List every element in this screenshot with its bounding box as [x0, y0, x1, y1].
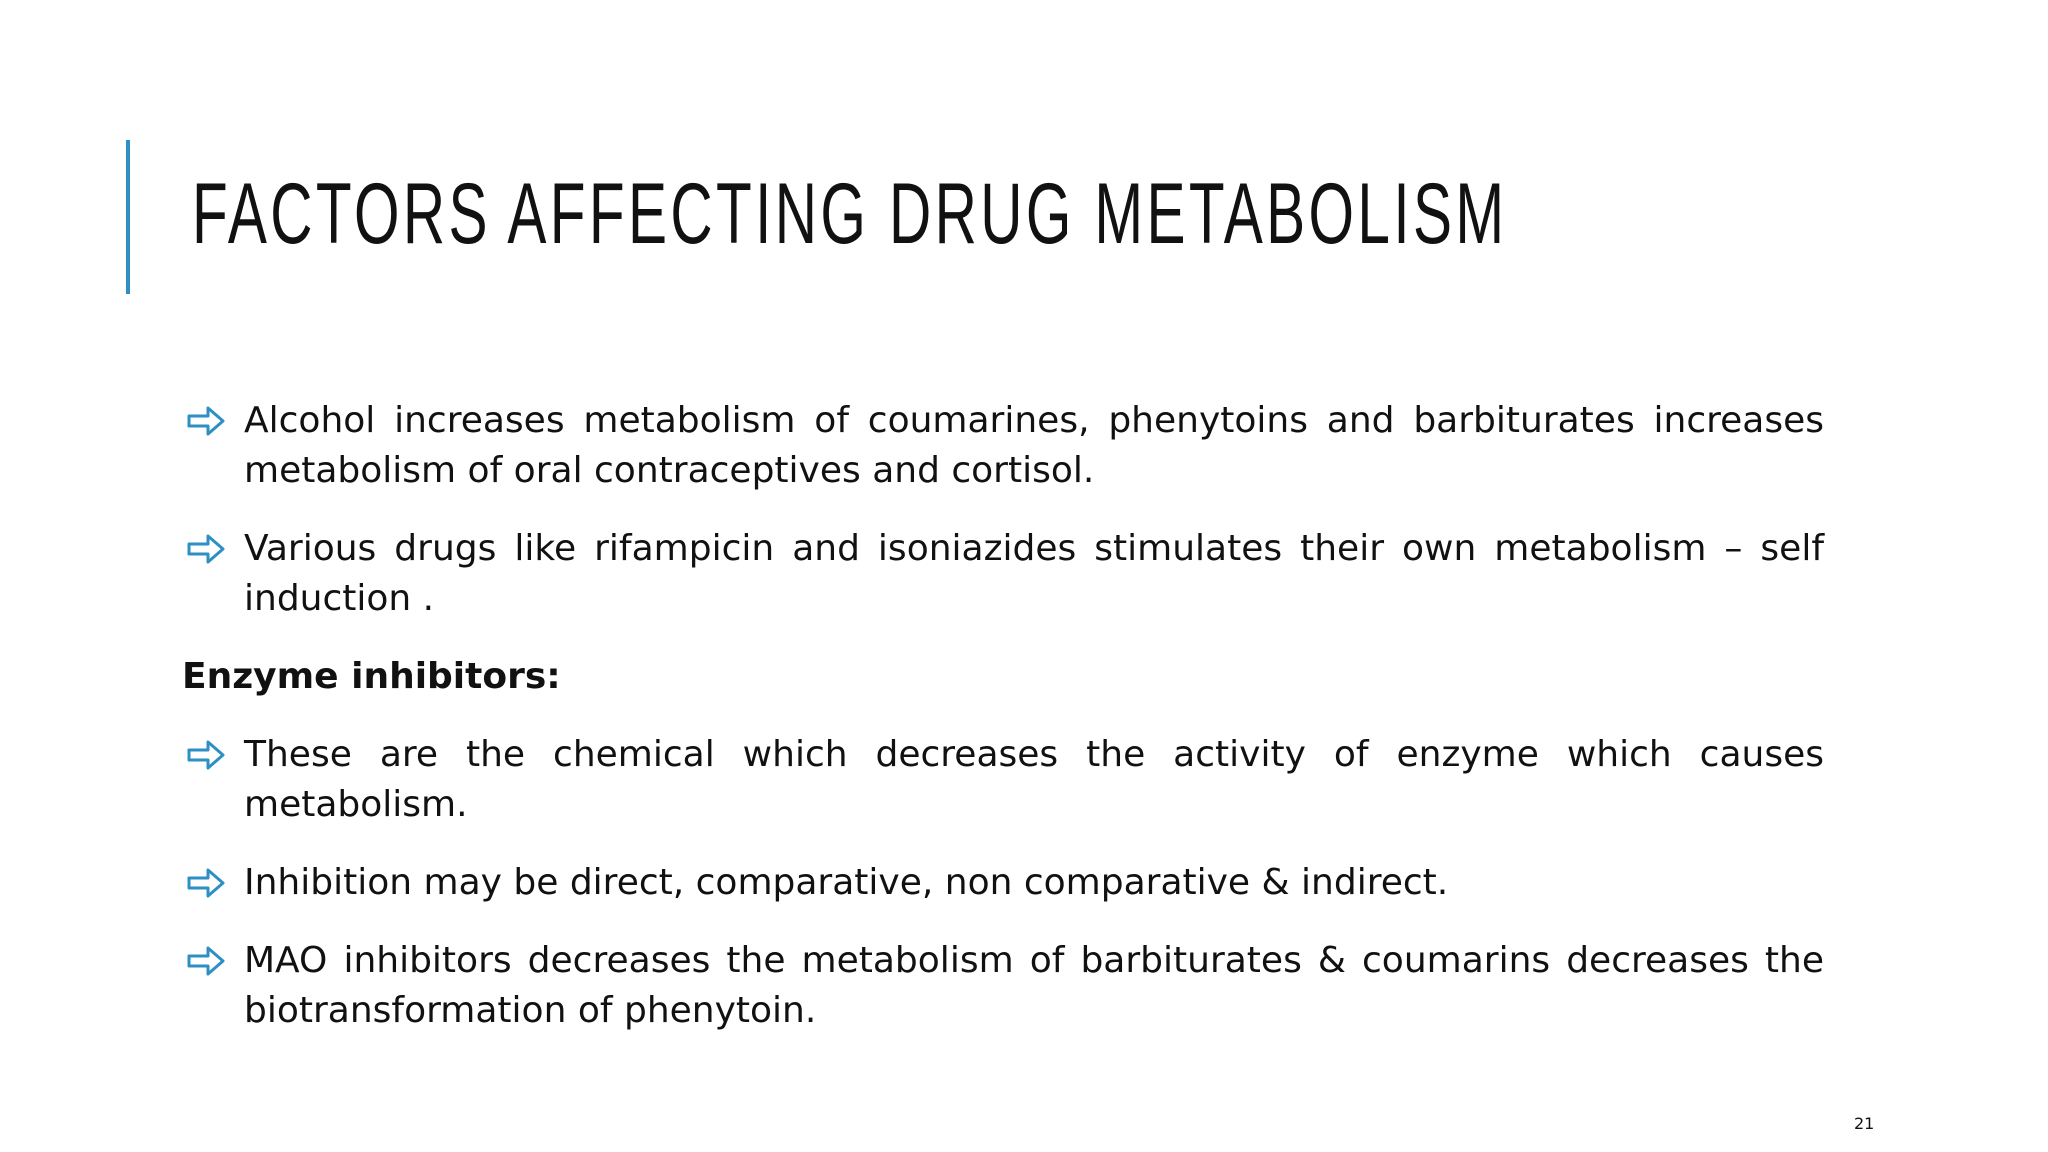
bullet-item — [182, 730, 1824, 830]
bullet-text: These are the chemical which decreases the activity of enzyme which causes metabolism. — [244, 734, 1824, 825]
arrow-right-icon — [186, 866, 226, 900]
bullet-item — [182, 858, 1824, 908]
page-number: 21 — [1854, 1114, 1875, 1133]
bullet-item — [182, 936, 1824, 1036]
slide-content — [182, 396, 1824, 1064]
arrow-right-icon — [186, 532, 226, 566]
bullet-text: Various drugs like rifampicin and isoniazides stimulates their own metabolism – self induction . — [244, 528, 1824, 619]
bullet-item — [182, 396, 1824, 496]
title-accent-bar — [126, 140, 130, 294]
arrow-right-icon — [186, 404, 226, 438]
enzyme-inhibitors-heading: Enzyme inhibitors: — [182, 656, 561, 697]
arrow-right-icon — [186, 738, 226, 772]
slide-title: FACTORS AFFECTING DRUG METABOLISM — [192, 166, 1508, 262]
bullet-text: Inhibition may be direct, comparative, non comparative & indirect. — [244, 862, 1449, 903]
arrow-right-icon — [186, 944, 226, 978]
bullet-text: Alcohol increases metabolism of coumarines, phenytoins and barbiturates increases metabolism of oral contraceptives and cortisol. — [244, 400, 1824, 491]
bullet-item — [182, 524, 1824, 624]
bullet-text: MAO inhibitors decreases the metabolism of barbiturates & coumarins decreases the biotransformation of phenytoin. — [244, 940, 1824, 1031]
